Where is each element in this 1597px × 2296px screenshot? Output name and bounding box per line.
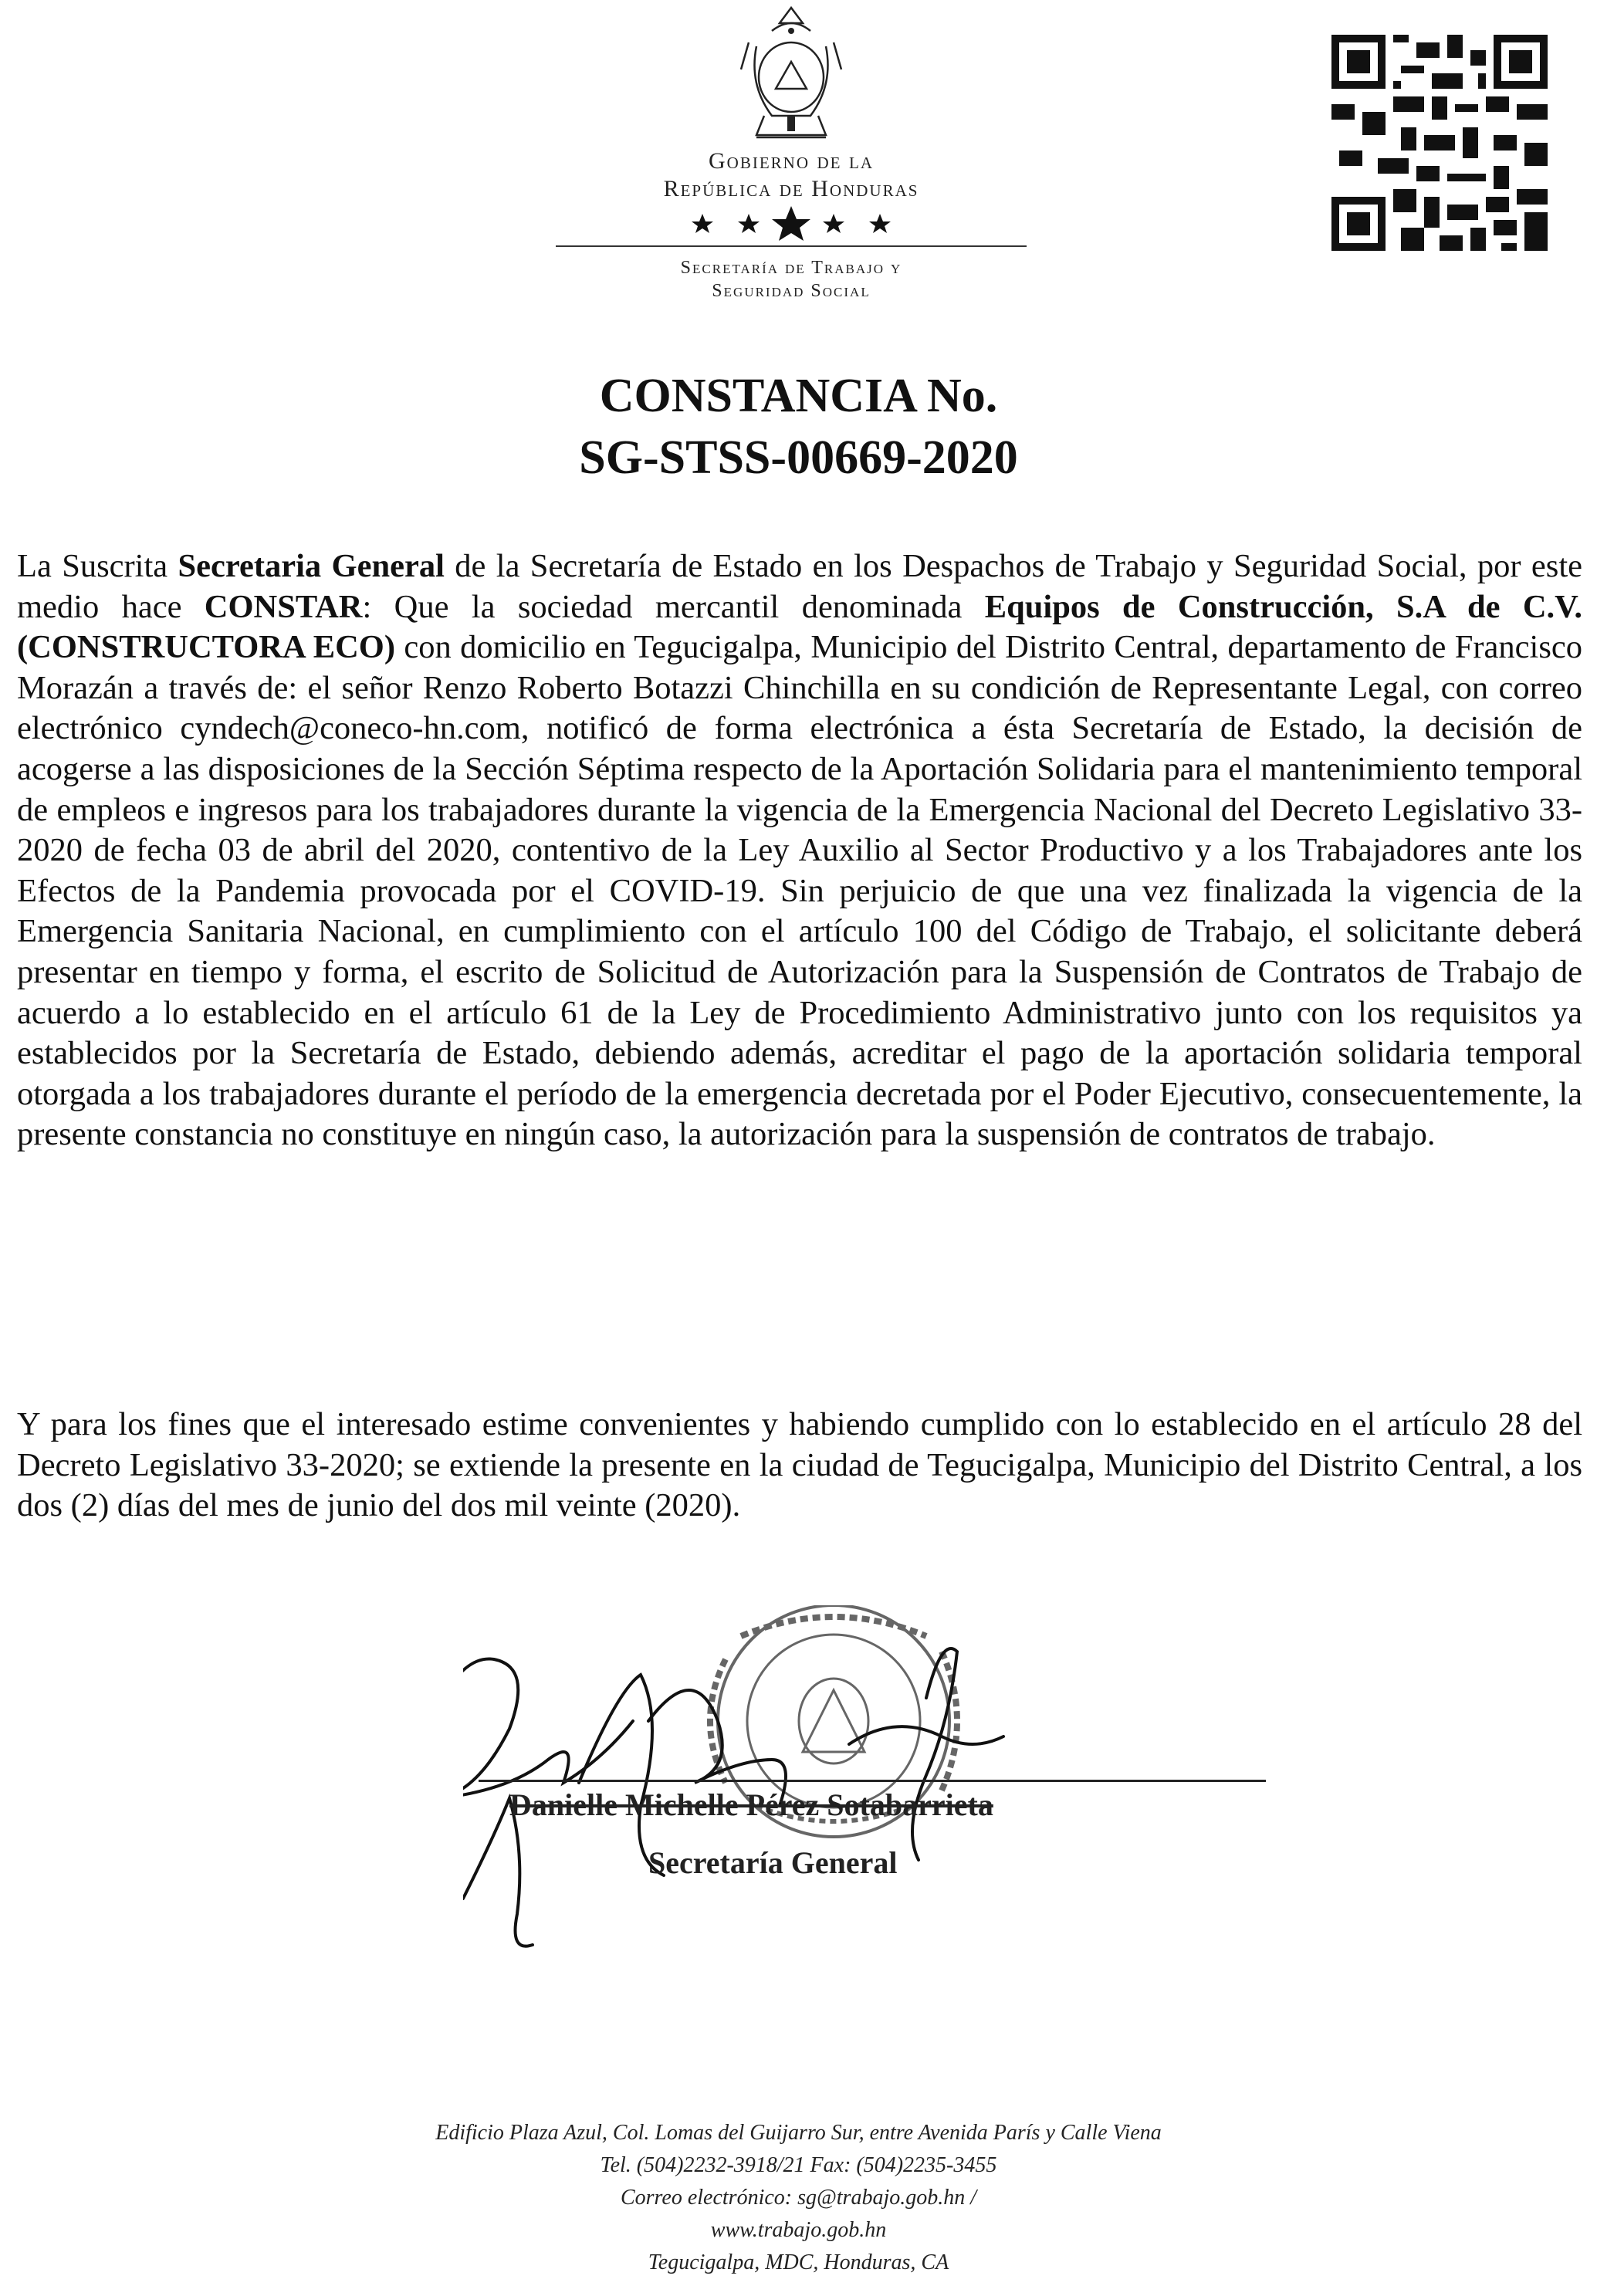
signer-name: Danielle Michelle Pérez Sotabarrieta xyxy=(509,1787,993,1822)
body-paragraph-2: Y para los fines que el interesado estime convenientes y habiendo cumplido con lo establecido en el artículo 28 del Decreto Legislativo 33-2020; se extiende la presente en la ciudad de Tegucigalpa, Municipio del Distrito Central, a los dos (2) días del mes de junio del dos mil veinte (2020). xyxy=(17,1406,1582,1524)
letterhead xyxy=(540,0,1042,324)
p1-bold-constar: CONSTAR xyxy=(204,588,363,625)
document-title: CONSTANCIA No. xyxy=(599,370,998,422)
footer-city: Tegucigalpa, MDC, Honduras, CA xyxy=(648,2250,949,2274)
signer-title: Secretaría General xyxy=(648,1845,898,1880)
p1-text-e: : Que la sociedad mercantil denominada xyxy=(362,588,985,625)
footer-phone: Tel. (504)2232-3918/21 Fax: (504)2235-3455 xyxy=(600,2153,997,2177)
government-line-1: Gobierno de la xyxy=(709,148,874,174)
p1-text-c: de la Secretaría de Estado en los Despachos de Trabajo y Seguridad Social, por este medio hace xyxy=(17,548,1582,625)
secretariat-line-1: Secretaría de Trabajo y xyxy=(680,258,902,278)
p1-text-a: La Suscrita xyxy=(17,548,178,584)
p1-bold-company: Equipos de Construcción, S.A de C.V. (CONSTRUCTORA ECO) xyxy=(17,588,1582,666)
signature-and-seal xyxy=(463,1605,1158,1960)
footer-email: Correo electrónico: sg@trabajo.gob.hn / xyxy=(620,2186,976,2210)
signature-line xyxy=(479,1780,1266,1782)
government-line-2: República de Honduras xyxy=(663,176,919,201)
secretariat-line-2: Seguridad Social xyxy=(712,281,871,301)
header-divider xyxy=(556,245,1027,247)
stars-icon xyxy=(540,202,1042,241)
footer-website: www.trabajo.gob.hn xyxy=(710,2218,887,2242)
qr-code-icon xyxy=(1331,35,1548,251)
p1-text-g: con domicilio en Tegucigalpa, Municipio del Distrito Central, departamento de Francisco Morazán a través de: el señor Renzo Roberto Botazzi Chinchilla en su condición de Representante Legal, con correo electrónico cyndech@coneco-hn.com, notificó de forma electrónica a ésta Secretaría de Estado, la decisión de acogerse a las disposiciones de la Sección Séptima respecto de la Aportación Solidaria para el mantenimiento temporal de empleos e ingresos para los trabajadores durante la vigencia de la Emergencia Nacional del Decreto Legislativo 33-2020 de fecha 03 de abril del 2020, contentivo de la Ley Auxilio al Sector Productivo y a los Trabajadores ante los Efectos de la Pandemia provocada por el COVID-19. Sin perjuicio de que una vez finalizada la vigencia de la Emergencia Sanitaria Nacional, en cumplimiento con el artículo 100 del Código de Trabajo, el solicitante deberá presentar en tiempo y forma, el escrito de Solicitud de Autorización para la Suspensión de Contratos de Trabajo de acuerdo a lo establecido en el artículo 61 de la Ley de Procedimiento Administrativo junto con los requisitos ya establecidos por la Secretaría de Estado, debiendo además, acreditar el pago de la aportación solidaria temporal otorgada a los trabajadores durante el período de la emergencia decretada por el Poder Ejecutivo, consecuentemente, la presente constancia no constituye en ningún caso, la autorización para la suspensión de contratos de trabajo. xyxy=(17,629,1582,1153)
document-number: SG-STSS-00669-2020 xyxy=(579,431,1018,484)
footer-address: Edificio Plaza Azul, Col. Lomas del Guijarro Sur, entre Avenida París y Calle Viena xyxy=(435,2121,1162,2145)
p1-bold-secretaria: Secretaria General xyxy=(178,548,445,584)
body-paragraph-1 xyxy=(17,546,1582,1155)
honduras-coat-of-arms-icon xyxy=(726,0,857,147)
